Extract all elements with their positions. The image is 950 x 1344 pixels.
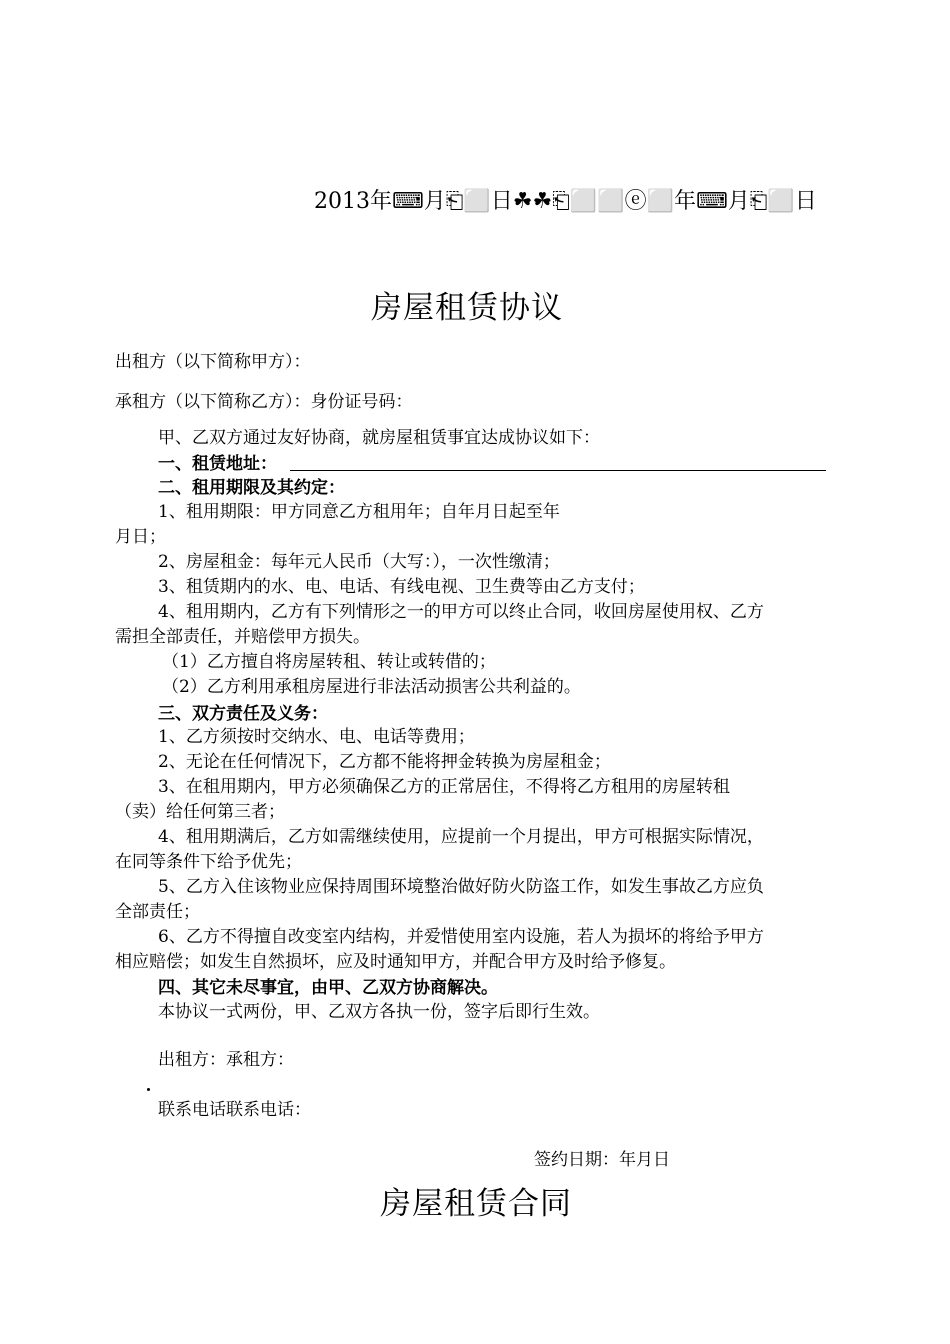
stray-dot bbox=[147, 1088, 150, 1091]
section-2-item-2: 2、房屋租金：每年元人民币（大写：），一次性缴清； bbox=[158, 552, 560, 572]
section-2-heading: 二、租用期限及其约定： bbox=[158, 478, 345, 498]
section-3-item-4-line-1: 4、租用期满后，乙方如需继续使用，应提前一个月提出，甲方可根据实际情况， bbox=[158, 827, 764, 847]
intro-paragraph: 甲、乙双方通过友好协商，就房屋租赁事宜达成协议如下： bbox=[158, 428, 600, 448]
rental-address-blank-line bbox=[290, 470, 826, 471]
section-2-item-4-line-1: 4、租用期内，乙方有下列情形之一的甲方可以终止合同，收回房屋使用权、乙方 bbox=[158, 602, 764, 622]
date-range-line: 2013年⌨月⎗⬜日☘☘⎗⬜⬜ⓔ⬜年⌨月⎗⬜日 bbox=[314, 189, 817, 214]
section-3-item-3-line-1: 3、在租用期内，甲方必须确保乙方的正常居住，不得将乙方租用的房屋转租 bbox=[158, 777, 730, 797]
section-4-heading: 四、其它未尽事宜，由甲、乙双方协商解决。 bbox=[158, 978, 498, 998]
agreement-title: 房屋租赁协议 bbox=[371, 290, 563, 326]
phone-line: 联系电话联系电话： bbox=[158, 1100, 311, 1120]
sign-date-line: 签约日期：年月日 bbox=[534, 1150, 670, 1170]
lessee-line: 承租方（以下简称乙方）：身份证号码： bbox=[115, 392, 413, 412]
section-2-item-3: 3、租赁期内的水、电、电话、有线电视、卫生费等由乙方支付； bbox=[158, 577, 645, 597]
section-2-item-4-line-2: 需担全部责任，并赔偿甲方损失。 bbox=[115, 627, 370, 647]
section-3-heading: 三、双方责任及义务： bbox=[158, 704, 328, 724]
section-1-heading: 一、租赁地址： bbox=[158, 454, 277, 474]
section-3-item-1: 1、乙方须按时交纳水、电、电话等费用； bbox=[158, 727, 475, 747]
section-3-item-4-line-2: 在同等条件下给予优先； bbox=[115, 852, 302, 872]
section-2-item-1-line-1: 1、租用期限：甲方同意乙方租用年；自年月日起至年 bbox=[158, 502, 560, 522]
section-2-item-1-line-2: 月日； bbox=[115, 527, 166, 547]
section-3-item-3-line-2: （卖）给任何第三者； bbox=[115, 802, 285, 822]
section-3-item-5-line-1: 5、乙方入住该物业应保持周围环境整治做好防火防盗工作，如发生事故乙方应负 bbox=[158, 877, 764, 897]
section-2-item-4-sub-2: （2）乙方利用承租房屋进行非法活动损害公共利益的。 bbox=[162, 677, 581, 697]
closing-paragraph: 本协议一式两份，甲、乙双方各执一份，签字后即行生效。 bbox=[158, 1002, 600, 1022]
contract-title: 房屋租赁合同 bbox=[380, 1186, 572, 1222]
section-3-item-6-line-2: 相应赔偿；如发生自然损坏，应及时通知甲方，并配合甲方及时给予修复。 bbox=[115, 952, 676, 972]
lessor-line: 出租方（以下简称甲方）： bbox=[115, 352, 311, 372]
section-3-item-6-line-1: 6、乙方不得擅自改变室内结构，并爱惜使用室内设施，若人为损坏的将给予甲方 bbox=[158, 927, 764, 947]
section-3-item-5-line-2: 全部责任； bbox=[115, 902, 200, 922]
section-3-item-2: 2、无论在任何情况下，乙方都不能将押金转换为房屋租金； bbox=[158, 752, 611, 772]
signature-line: 出租方：承租方： bbox=[158, 1050, 294, 1070]
section-2-item-4-sub-1: （1）乙方擅自将房屋转租、转让或转借的； bbox=[162, 652, 496, 672]
